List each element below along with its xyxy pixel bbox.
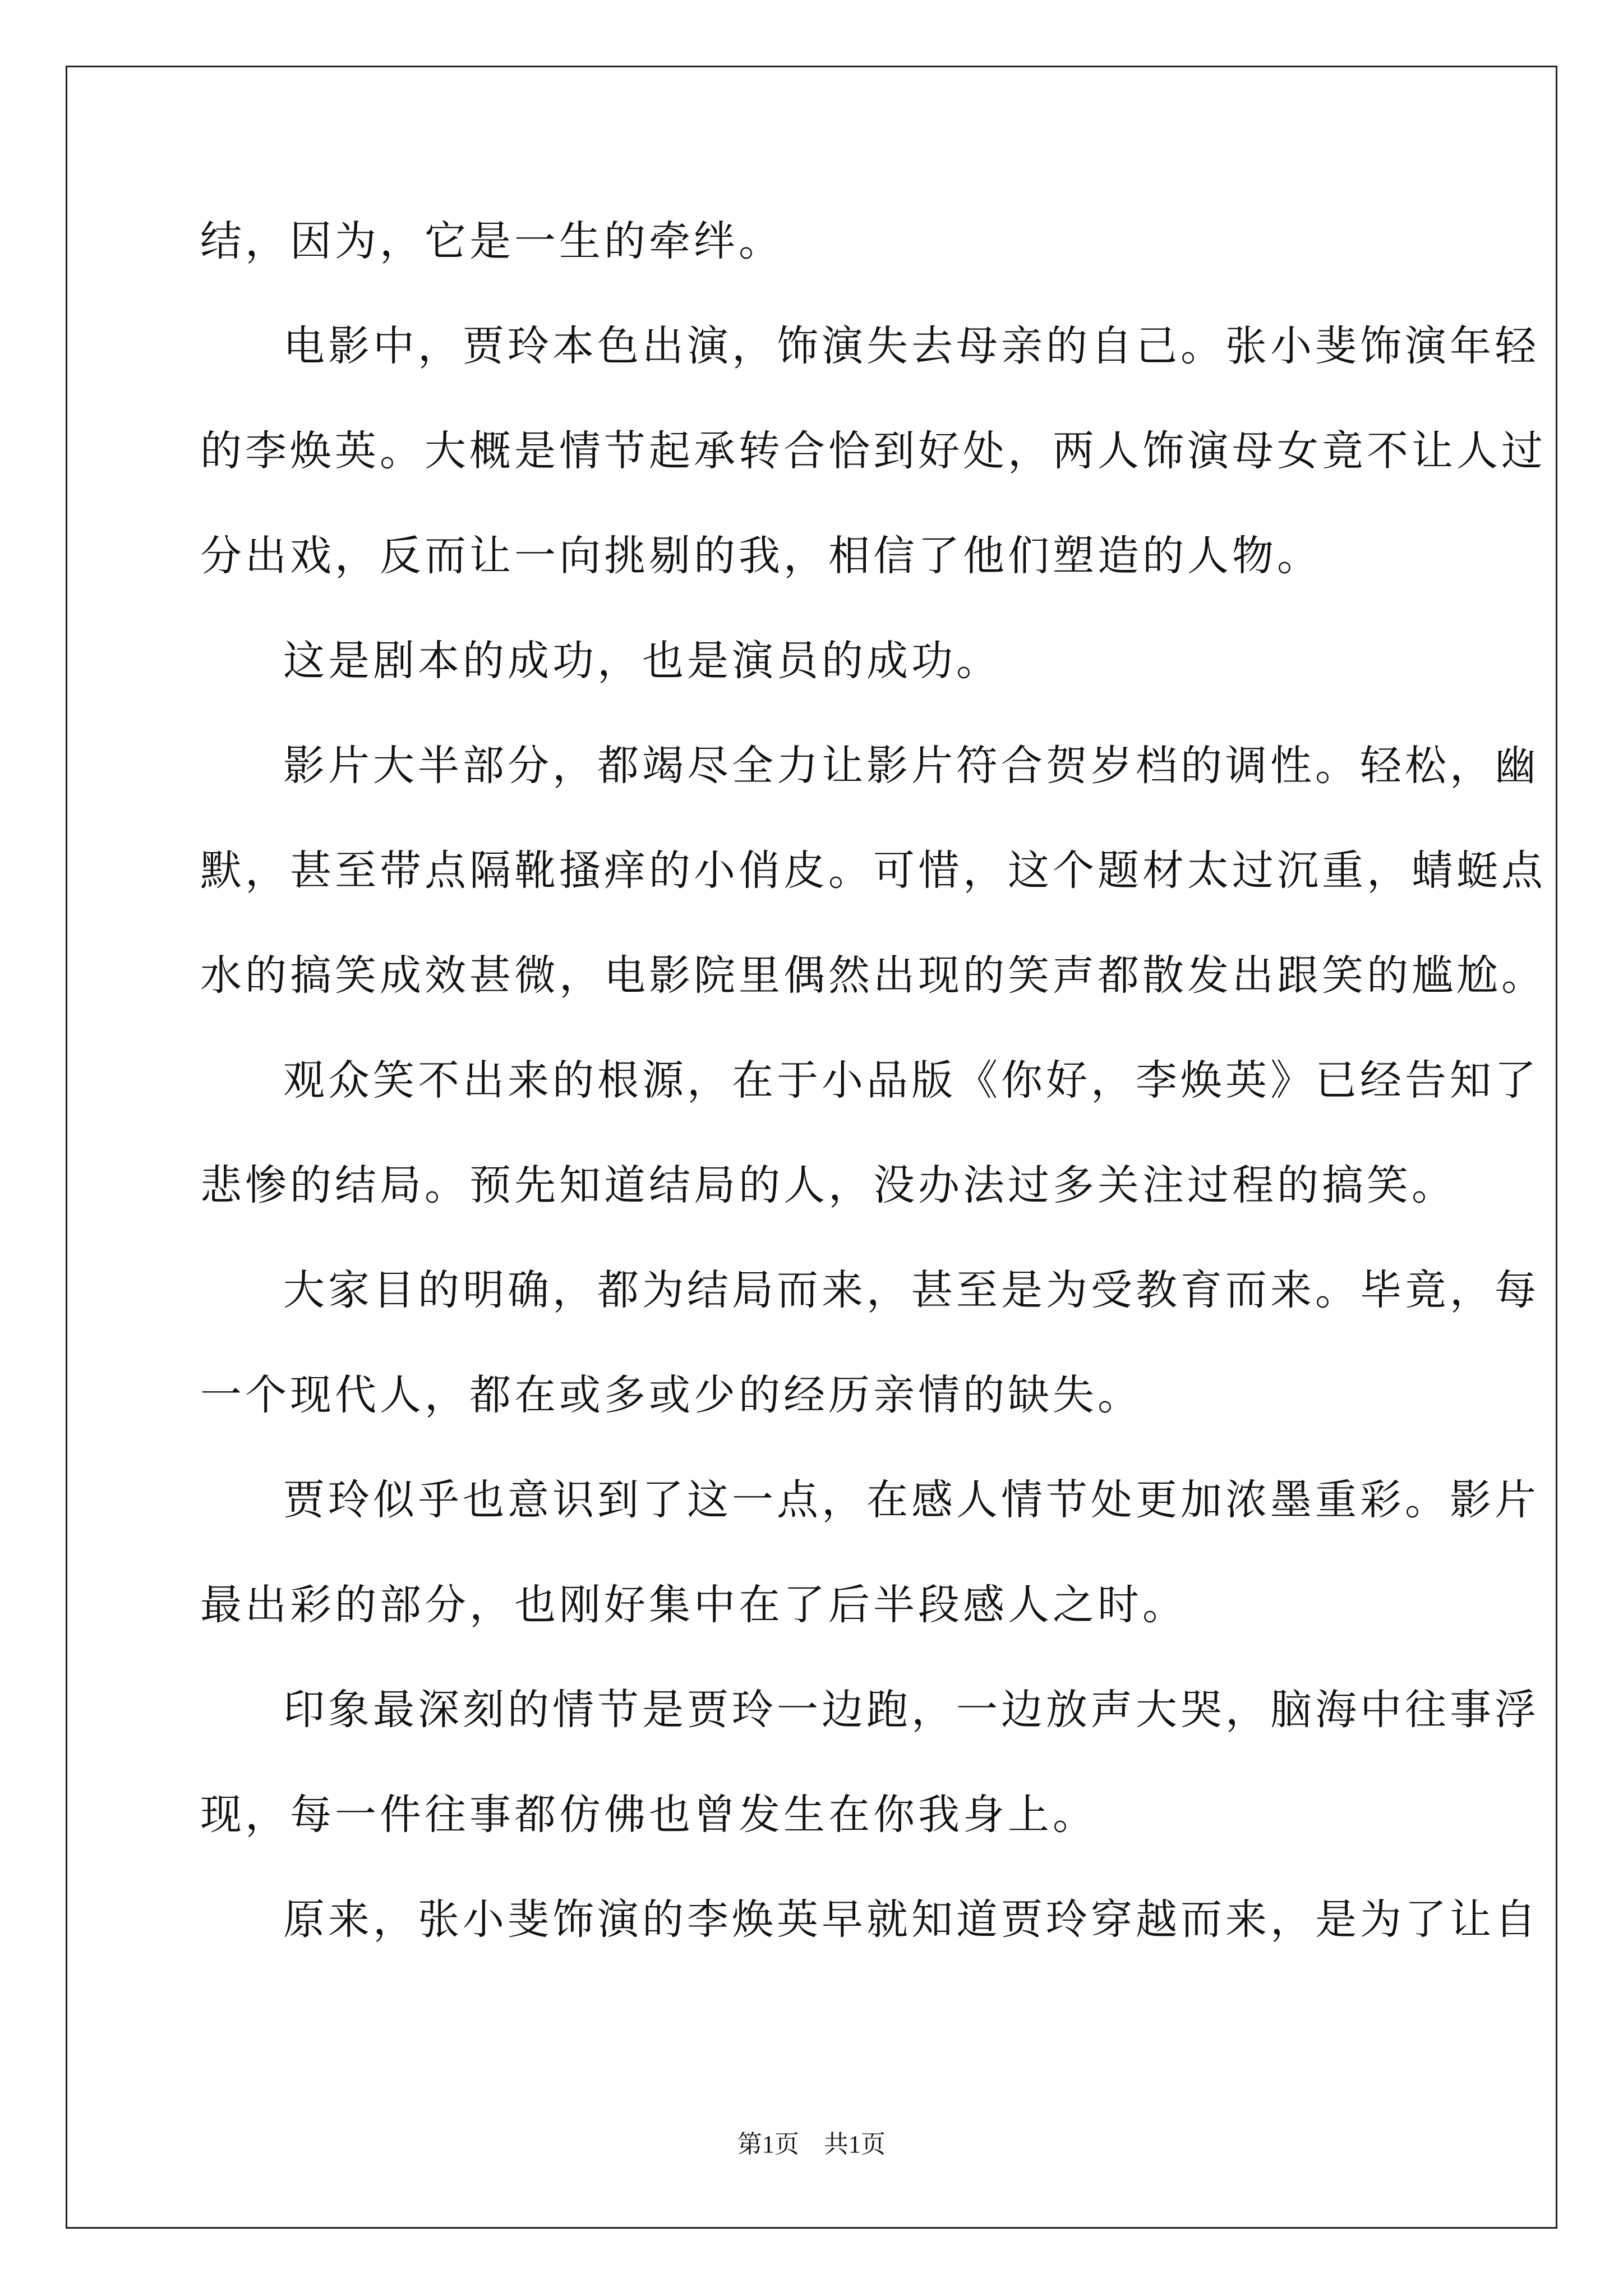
text-line-8: 水的搞笑成效甚微，电影院里偶然出现的笑声都散发出跟笑的尴尬。 bbox=[200, 951, 1546, 1000]
text-line-7: 默，甚至带点隔靴搔痒的小俏皮。可惜，这个题材太过沉重，蜻蜓点 bbox=[200, 846, 1546, 895]
text-line-1: 结，因为，它是一生的牵绊。 bbox=[200, 217, 783, 265]
text-line-6: 影片大半部分，都竭尽全力让影片符合贺岁档的调性。轻松，幽 bbox=[283, 742, 1539, 790]
text-line-3: 的李焕英。大概是情节起承转合恰到好处，两人饰演母女竟不让人过 bbox=[200, 427, 1546, 475]
text-line-12: 一个现代人，都在或多或少的经历亲情的缺失。 bbox=[200, 1371, 1142, 1419]
page-footer: 第1页 共1页 bbox=[737, 2131, 886, 2158]
text-line-9: 观众笑不出来的根源，在于小品版《你好，李焕英》已经告知了 bbox=[283, 1056, 1539, 1105]
text-line-4: 分出戏，反而让一向挑剔的我，相信了他们塑造的人物。 bbox=[200, 532, 1322, 580]
text-line-10: 悲惨的结局。预先知道结局的人，没办法过多关注过程的搞笑。 bbox=[200, 1161, 1456, 1209]
text-line-15: 印象最深刻的情节是贾玲一边跑，一边放声大哭，脑海中往事浮 bbox=[283, 1686, 1539, 1734]
text-line-5: 这是剧本的成功，也是演员的成功。 bbox=[283, 637, 1001, 685]
text-line-11: 大家目的明确，都为结局而来，甚至是为受教育而来。毕竟，每 bbox=[283, 1266, 1539, 1314]
text-line-17: 原来，张小斐饰演的李焕英早就知道贾玲穿越而来，是为了让自 bbox=[283, 1895, 1539, 1944]
text-line-2: 电影中，贾玲本色出演，饰演失去母亲的自己。张小斐饰演年轻 bbox=[283, 322, 1539, 370]
text-line-13: 贾玲似乎也意识到了这一点，在感人情节处更加浓墨重彩。影片 bbox=[283, 1476, 1539, 1524]
text-line-14: 最出彩的部分，也刚好集中在了后半段感人之时。 bbox=[200, 1581, 1187, 1629]
text-line-16: 现，每一件往事都仿佛也曾发生在你我身上。 bbox=[200, 1791, 1098, 1839]
